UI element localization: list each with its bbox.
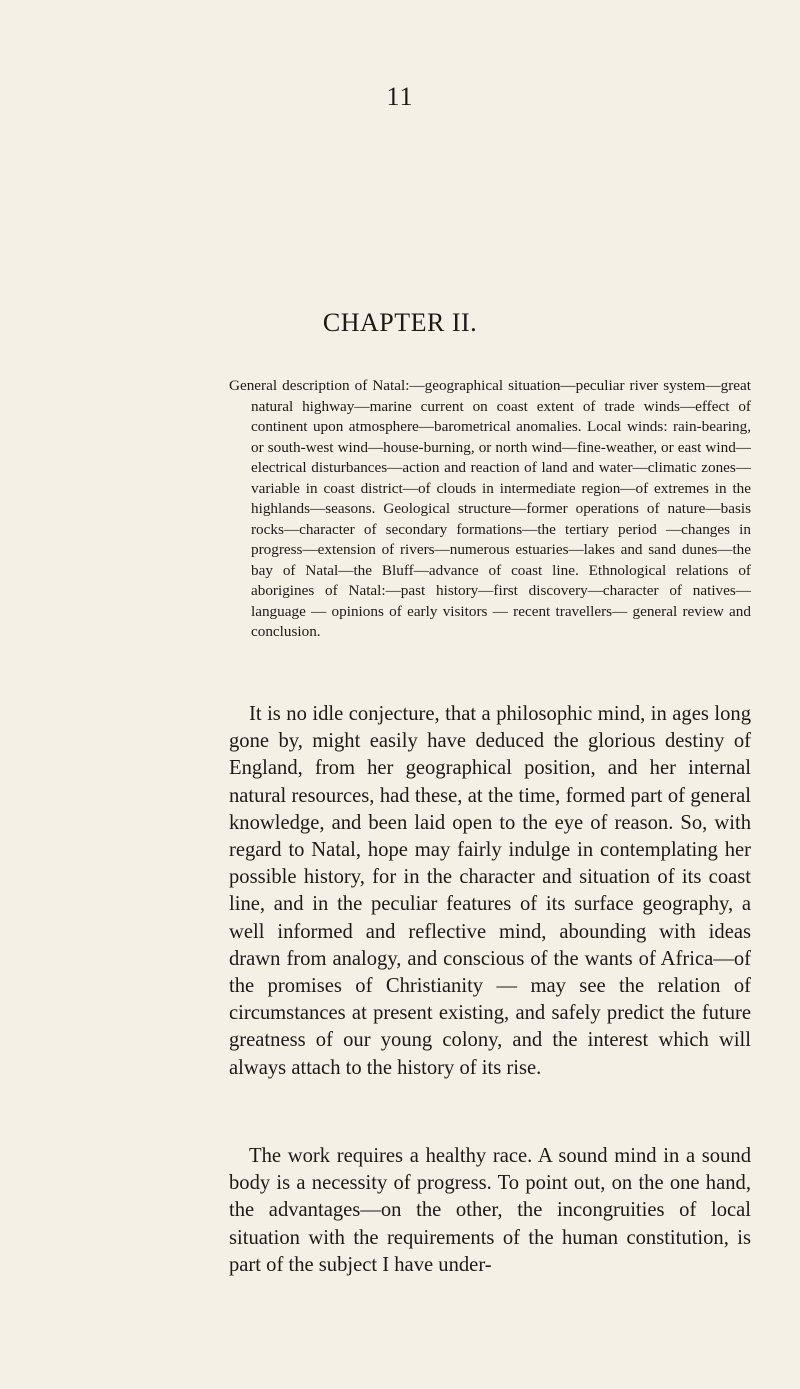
- page-number: 11: [386, 82, 414, 111]
- body-paragraph-2: The work requires a healthy race. A sound mind in a sound body is a necessity of progress. To point out, on the one hand, the advantages—on the other, the incongruities of local situation with the requirements of the human constitution, is part of the subject I have under-: [229, 1145, 751, 1276]
- chapter-summary: General description of Natal:—geographical situation—peculiar river system—great natural highway—marine current on coast extent of trade winds—effect of continent upon atmosphere—barometrical anomalies. Local winds: rain-bearing, or south-west wind—house-burning, or north wind—fine-weather, or east wind—electrical disturbances—action and reaction of land and water—climatic zones—variable in coast district—of clouds in intermediate region—of extremes in the highlands—seasons. Geological structure—former operations of nature—basis rocks—character of secondary formations—the tertiary period —changes in progress—extension of rivers—numerous estuaries—lakes and sand dunes—the bay of Natal—the Bluff—advance of coast line. Ethnological relations of aborigines of Natal:—past history—first discovery—character of natives—language — opinions of early visitors — recent travellers— general review and conclusion.: [229, 377, 751, 640]
- chapter-title: CHAPTER II.: [322, 308, 478, 337]
- body-paragraph-1: It is no idle conjecture, that a philosophic mind, in ages long gone by, might easily have deduced the glorious destiny of England, from her geographical position, and her internal natural resources, had these, at the time, formed part of general knowledge, and been laid open to the eye of reason. So, with regard to Natal, hope may fairly indulge in contemplating her possible history, for in the character and situation of its coast line, and in the peculiar features of its surface geography, a well informed and reflective mind, abounding with ideas drawn from analogy, and conscious of the wants of Africa—of the promises of Christianity — may see the relation of circumstances at present existing, and safely predict the future greatness of our young colony, and the interest which will always attach to the history of its rise.: [229, 703, 751, 1079]
